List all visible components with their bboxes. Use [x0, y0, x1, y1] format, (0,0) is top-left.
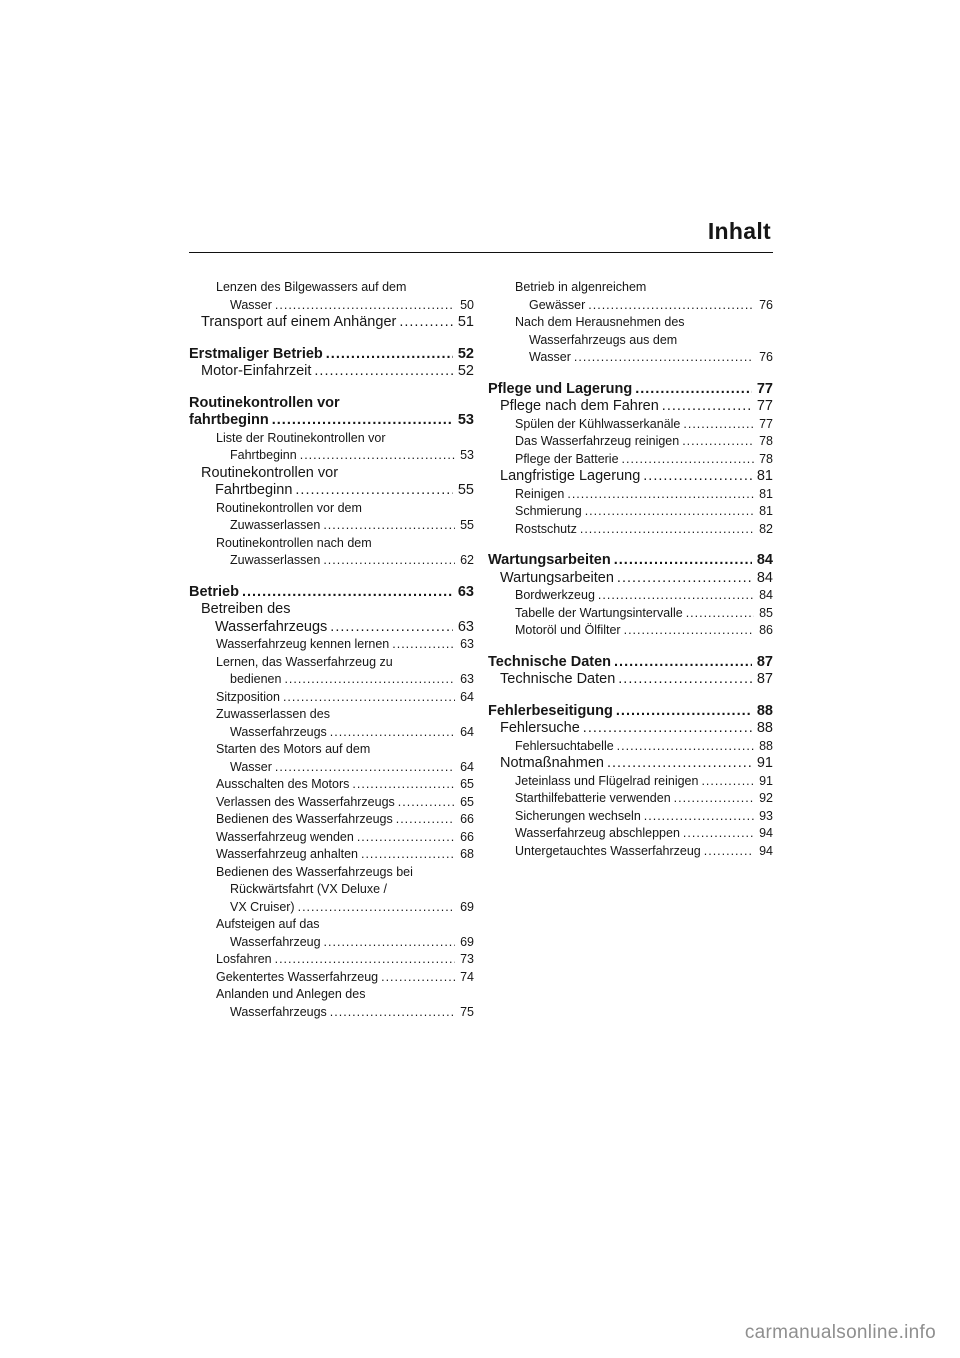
toc-entry — [189, 279, 474, 314]
toc-entry-label: bedienen — [230, 672, 282, 686]
toc-entry-page-number: 77 — [759, 416, 773, 431]
toc-entry-label: Motoröl und Ölfilter — [515, 623, 621, 637]
toc-entry-line-last — [515, 451, 773, 469]
toc-entry-page-number: 86 — [759, 623, 773, 637]
toc-entry-label: Bordwerkzeug — [515, 588, 595, 602]
dot-leader — [330, 619, 453, 637]
dot-leader — [598, 587, 754, 605]
toc-entry — [189, 969, 474, 987]
toc-entry-line-last — [500, 570, 773, 588]
toc-entry — [488, 587, 773, 605]
toc-entry-label: Bedienen des Wasserfahrzeugs — [216, 812, 393, 826]
toc-entry-page-number: 55 — [457, 482, 474, 498]
toc-entry-line-last — [216, 552, 474, 570]
toc-entry — [488, 654, 773, 672]
toc-entry-label: Gekentertes Wasserfahrzeug — [216, 969, 379, 984]
toc-entry-page-number: 66 — [460, 829, 474, 844]
toc-entry-page-number: 81 — [759, 486, 773, 501]
toc-entry-label: Wasser — [529, 350, 571, 364]
toc-entry-line-last — [488, 381, 773, 399]
toc-entry-line-last — [515, 503, 773, 521]
toc-entry-page-number: 91 — [756, 755, 773, 771]
toc-entry-page-number: 77 — [756, 380, 773, 397]
toc-entry-label: Schmierung — [515, 504, 582, 518]
toc-entry-line-last — [515, 790, 773, 808]
dot-leader — [574, 349, 754, 367]
toc-entry-label: Wasser — [230, 297, 272, 312]
dot-leader — [674, 790, 754, 808]
toc-entry-line: Liste der Routinekontrollen vor — [216, 430, 386, 445]
toc-entry — [189, 794, 474, 812]
toc-entry — [488, 486, 773, 504]
dot-leader — [330, 1004, 455, 1022]
dot-leader — [567, 486, 754, 504]
toc-entry — [488, 503, 773, 521]
toc-entry-line: Anlanden und Anlegen des — [216, 987, 366, 1001]
toc-entry-label: Motor-Einfahrzeit — [201, 363, 312, 379]
toc-entry-label: Wasserfahrzeug — [230, 934, 321, 949]
dot-leader — [624, 622, 754, 640]
dot-leader — [588, 297, 754, 315]
toc-entry — [488, 738, 773, 756]
toc-entry-line: Aufsteigen auf das — [216, 917, 320, 931]
toc-entry-line-last — [488, 654, 773, 672]
toc-entry-label: Zuwasserlassen — [230, 518, 321, 532]
toc-entry-page-number: 81 — [756, 468, 773, 484]
toc-entry-line-last — [201, 314, 474, 332]
toc-entry — [488, 552, 773, 570]
dot-leader — [326, 346, 453, 364]
dot-leader — [643, 468, 752, 486]
toc-entry — [488, 808, 773, 826]
toc-entry — [488, 279, 773, 314]
toc-entry-line-last — [189, 412, 474, 430]
dot-leader — [275, 297, 455, 315]
toc-entry-page-number: 53 — [460, 448, 474, 462]
toc-entry-line-last — [515, 521, 773, 539]
dot-leader — [683, 825, 754, 843]
toc-entry-page-number: 82 — [759, 521, 773, 536]
dot-leader — [242, 584, 453, 602]
toc-entry-line-last — [500, 755, 773, 773]
dot-leader — [396, 811, 455, 829]
dot-leader — [607, 755, 752, 773]
toc-entry-label: Pflege der Batterie — [515, 451, 619, 466]
toc-entry — [189, 465, 474, 500]
toc-entry-label: Langfristige Lagerung — [500, 468, 641, 484]
toc-entry — [189, 829, 474, 847]
dot-leader — [585, 503, 754, 521]
dot-leader — [644, 808, 754, 826]
toc-entry — [488, 755, 773, 773]
toc-entry-label: VX Cruiser) — [230, 899, 295, 914]
toc-entry-page-number: 77 — [756, 398, 773, 414]
toc-entry-line: Routinekontrollen vor dem — [216, 500, 362, 515]
toc-entry-page-number: 65 — [460, 794, 474, 809]
toc-entry-page-number: 84 — [756, 569, 773, 586]
toc-entry-page-number: 85 — [759, 605, 773, 620]
toc-entry-line: Routinekontrollen vor — [189, 394, 340, 411]
toc-entry-line-last — [500, 720, 773, 738]
toc-entry-label: Wartungsarbeiten — [488, 552, 611, 568]
toc-entry-line-last — [216, 794, 474, 812]
toc-entry-line: Lernen, das Wasserfahrzeug zu — [216, 654, 393, 669]
toc-entry — [189, 500, 474, 535]
toc-entry-line-last — [500, 671, 773, 689]
dot-leader — [617, 570, 752, 588]
toc-entry-line-last — [216, 811, 474, 829]
toc-entry-label: Wasserfahrzeug kennen lernen — [216, 637, 390, 651]
toc-entry-label: Wasserfahrzeugs — [230, 1004, 327, 1019]
dot-leader — [324, 934, 456, 952]
toc-entry — [488, 790, 773, 808]
toc-entry-line: Bedienen des Wasserfahrzeugs bei — [216, 864, 413, 879]
toc-entry — [189, 636, 474, 654]
toc-entry-label: Fehlersuche — [500, 720, 580, 736]
toc-entry-line-last — [216, 1004, 474, 1022]
toc-entry-label: Verlassen des Wasserfahrzeugs — [216, 794, 395, 809]
toc-entry-line-last — [216, 636, 474, 654]
toc-column-left — [189, 279, 474, 1021]
toc-entry-page-number: 91 — [759, 773, 773, 788]
toc-entry — [189, 689, 474, 707]
toc-entry — [189, 535, 474, 570]
toc-entry — [488, 605, 773, 623]
toc-entry — [189, 395, 474, 430]
toc-entry-line-last — [515, 773, 773, 791]
toc-entry-line-last — [500, 468, 773, 486]
toc-entry — [189, 601, 474, 636]
toc-entry-page-number: 73 — [460, 952, 474, 966]
toc-entry-page-number: 64 — [460, 689, 474, 704]
toc-entry-line-last — [515, 843, 773, 861]
dot-leader — [583, 720, 752, 738]
toc-entry-page-number: 66 — [460, 812, 474, 826]
toc-entry-page-number: 76 — [759, 350, 773, 364]
toc-entry-label: Gewässer — [529, 297, 586, 312]
toc-entry-page-number: 78 — [759, 451, 773, 466]
dot-leader — [323, 552, 455, 570]
toc-entry-label: Jeteinlass und Flügelrad reinigen — [515, 773, 699, 788]
toc-entry-line-last — [201, 482, 474, 500]
dot-leader — [330, 724, 455, 742]
toc-entry-line-last — [515, 416, 773, 434]
toc-entry-label: Reinigen — [515, 486, 565, 501]
dot-leader — [352, 776, 455, 794]
toc-entry-page-number: 76 — [759, 297, 773, 312]
toc-entry — [488, 451, 773, 469]
toc-entry-label: Wasserfahrzeug abschleppen — [515, 826, 680, 840]
dot-leader — [701, 773, 754, 791]
toc-entry — [189, 741, 474, 776]
toc-entry-line-last — [216, 951, 474, 969]
dot-leader — [635, 381, 752, 399]
toc-entry-label: Wasserfahrzeug anhalten — [216, 847, 358, 861]
toc-entry-line-last — [201, 619, 474, 637]
dot-leader — [298, 899, 456, 917]
toc-entry-label: Pflege nach dem Fahren — [500, 398, 659, 414]
toc-entry-line-last — [515, 587, 773, 605]
toc-content — [189, 218, 773, 1021]
toc-entry-page-number: 53 — [457, 412, 474, 428]
toc-columns — [189, 279, 773, 1021]
dot-leader — [314, 363, 452, 381]
dot-leader — [275, 951, 455, 969]
toc-column-right — [488, 279, 773, 1021]
dot-leader — [683, 416, 754, 434]
toc-entry-label: fahrtbeginn — [189, 412, 269, 428]
toc-entry — [488, 433, 773, 451]
toc-entry-line-last — [216, 846, 474, 864]
dot-leader — [284, 671, 455, 689]
toc-entry-line: Betrieb in algenreichem — [515, 280, 647, 294]
toc-entry — [189, 346, 474, 364]
toc-entry-label: Sitzposition — [216, 689, 280, 704]
toc-entry-page-number: 68 — [460, 847, 474, 861]
toc-entry-page-number: 52 — [457, 345, 474, 362]
toc-entry-label: Wasser — [230, 759, 272, 774]
toc-entry-page-number: 63 — [460, 672, 474, 686]
dot-leader — [300, 447, 455, 465]
toc-entry-line-last — [216, 899, 474, 917]
toc-entry-label: Starthilfebatterie verwenden — [515, 791, 671, 805]
toc-entry — [488, 416, 773, 434]
toc-entry-line-last — [515, 605, 773, 623]
toc-entry-line-last — [500, 398, 773, 416]
dot-leader — [686, 605, 754, 623]
dot-leader — [399, 314, 453, 332]
dot-leader — [381, 969, 455, 987]
toc-entry — [488, 773, 773, 791]
toc-entry-page-number: 88 — [756, 720, 773, 736]
toc-entry-page-number: 63 — [457, 618, 474, 635]
dot-leader — [398, 794, 455, 812]
toc-entry-label: Das Wasserfahrzeug reinigen — [515, 434, 680, 448]
toc-entry-label: Technische Daten — [500, 671, 616, 687]
toc-entry-line: Routinekontrollen nach dem — [216, 535, 372, 550]
dot-leader — [682, 433, 754, 451]
toc-entry-line-last — [515, 349, 773, 367]
toc-entry-page-number: 63 — [460, 637, 474, 651]
toc-entry-line-last — [488, 703, 773, 721]
toc-entry — [488, 398, 773, 416]
dot-leader — [323, 517, 455, 535]
toc-entry — [488, 521, 773, 539]
toc-entry-label: Transport auf einem Anhänger — [201, 314, 397, 330]
toc-entry — [189, 363, 474, 381]
toc-entry — [189, 846, 474, 864]
toc-entry-label: Wasserfahrzeug wenden — [216, 829, 354, 844]
toc-entry-page-number: 65 — [460, 777, 474, 791]
toc-entry-page-number: 92 — [759, 791, 773, 805]
toc-entry-page-number: 94 — [759, 843, 773, 858]
dot-leader — [662, 398, 752, 416]
toc-entry-page-number: 84 — [756, 552, 773, 568]
toc-entry-page-number: 52 — [457, 363, 474, 379]
toc-entry — [189, 864, 474, 917]
toc-entry-page-number: 74 — [460, 969, 474, 984]
toc-entry-page-number: 93 — [759, 808, 773, 823]
toc-entry — [488, 825, 773, 843]
toc-entry-line: Zuwasserlassen des — [216, 707, 330, 721]
dot-leader — [614, 654, 752, 672]
toc-entry-page-number: 62 — [460, 553, 474, 567]
dot-leader — [616, 703, 752, 721]
toc-entry-label: Wasserfahrzeugs — [215, 618, 328, 635]
dot-leader — [617, 738, 754, 756]
toc-entry-line-last — [216, 447, 474, 465]
toc-entry-line-last — [216, 934, 474, 952]
toc-entry-page-number: 69 — [460, 934, 474, 949]
toc-entry-line: Routinekontrollen vor — [201, 464, 339, 481]
toc-entry-line-last — [515, 622, 773, 640]
toc-entry-line-last — [515, 738, 773, 756]
toc-entry-line-last — [216, 671, 474, 689]
toc-entry — [488, 622, 773, 640]
watermark-text: carmanualsonline.info — [744, 1322, 936, 1343]
toc-entry-line-last — [216, 759, 474, 777]
toc-entry-line-last — [515, 486, 773, 504]
dot-leader — [272, 412, 453, 430]
toc-entry-page-number: 87 — [756, 653, 773, 670]
toc-entry — [189, 916, 474, 951]
toc-entry-page-number: 84 — [759, 588, 773, 602]
toc-entry-line-last — [216, 969, 474, 987]
toc-entry-page-number: 87 — [756, 671, 773, 687]
toc-entry-line-last — [216, 776, 474, 794]
toc-entry-page-number: 88 — [759, 738, 773, 753]
toc-entry-label: Untergetauchtes Wasserfahrzeug — [515, 843, 701, 858]
toc-entry — [189, 706, 474, 741]
toc-entry-line-last — [216, 297, 474, 315]
dot-leader — [275, 759, 455, 777]
toc-entry-label: Zuwasserlassen — [230, 553, 321, 567]
dot-leader — [283, 689, 455, 707]
toc-entry-line-last — [189, 346, 474, 364]
toc-entry-label: Fahrtbeginn — [230, 448, 297, 462]
toc-entry-line-last — [515, 297, 773, 315]
toc-entry-page-number: 94 — [759, 826, 773, 840]
toc-entry — [488, 468, 773, 486]
toc-entry-line-last — [201, 363, 474, 381]
toc-entry-label: Wasserfahrzeugs — [230, 724, 327, 739]
toc-entry-line-last — [216, 689, 474, 707]
toc-entry-line: Starten des Motors auf dem — [216, 742, 371, 756]
toc-entry-label: Notmaßnahmen — [500, 755, 604, 771]
toc-entry-line: Rückwärtsfahrt (VX Deluxe / — [230, 882, 387, 896]
toc-entry-label: Pflege und Lagerung — [488, 380, 633, 397]
toc-entry-label: Tabelle der Wartungsintervalle — [515, 605, 683, 620]
toc-entry-line-last — [216, 517, 474, 535]
dot-leader — [618, 671, 752, 689]
toc-entry — [189, 314, 474, 332]
toc-entry-line-last — [189, 584, 474, 602]
toc-entry-page-number: 51 — [457, 314, 474, 330]
toc-entry-page-number: 55 — [460, 518, 474, 532]
toc-entry-page-number: 75 — [460, 1004, 474, 1019]
toc-entry-page-number: 78 — [759, 434, 773, 448]
toc-entry-label: Wartungsarbeiten — [500, 569, 614, 586]
toc-entry-label: Fehlersuchtabelle — [515, 738, 614, 753]
toc-entry — [189, 654, 474, 689]
toc-entry-line-last — [515, 808, 773, 826]
page-title: Inhalt — [707, 218, 771, 244]
toc-entry-label: Losfahren — [216, 952, 272, 966]
toc-entry-label: Ausschalten des Motors — [216, 777, 350, 791]
toc-entry — [488, 570, 773, 588]
toc-entry-label: Sicherungen wechseln — [515, 808, 641, 823]
toc-entry — [488, 314, 773, 367]
toc-entry-line-last — [488, 552, 773, 570]
toc-entry-page-number: 63 — [457, 583, 474, 600]
toc-entry-label: Fahrtbeginn — [215, 482, 293, 498]
dot-leader — [361, 846, 455, 864]
dot-leader — [622, 451, 755, 469]
toc-entry-label: Betrieb — [189, 583, 239, 600]
toc-entry-label: Rostschutz — [515, 521, 577, 536]
toc-entry — [488, 720, 773, 738]
toc-entry-page-number: 64 — [460, 724, 474, 739]
toc-entry-line-last — [216, 829, 474, 847]
toc-entry-label: Erstmaliger Betrieb — [189, 345, 323, 362]
toc-entry — [488, 381, 773, 399]
dot-leader — [580, 521, 754, 539]
toc-entry — [189, 776, 474, 794]
toc-entry-page-number: 88 — [756, 702, 773, 719]
toc-entry-page-number: 50 — [460, 297, 474, 312]
dot-leader — [392, 636, 455, 654]
dot-leader — [357, 829, 455, 847]
toc-entry-line-last — [515, 825, 773, 843]
toc-entry — [189, 430, 474, 465]
toc-entry-label: Technische Daten — [488, 653, 612, 670]
toc-entry-line: Nach dem Herausnehmen des — [515, 315, 685, 329]
toc-entry-line: Wasserfahrzeugs aus dem — [529, 332, 678, 347]
toc-entry — [189, 951, 474, 969]
toc-entry — [189, 811, 474, 829]
title-rule — [189, 252, 773, 253]
toc-entry — [189, 986, 474, 1021]
toc-entry-line-last — [216, 724, 474, 742]
toc-entry-page-number: 64 — [460, 759, 474, 774]
toc-entry-page-number: 69 — [460, 899, 474, 914]
dot-leader — [614, 552, 752, 570]
dot-leader — [704, 843, 754, 861]
toc-entry-label: Spülen der Kühlwasserkanäle — [515, 416, 681, 431]
toc-entry-line: Lenzen des Bilgewassers auf dem — [216, 280, 407, 294]
toc-entry-line: Betreiben des — [201, 601, 291, 617]
toc-entry — [488, 671, 773, 689]
dot-leader — [295, 482, 452, 500]
toc-entry — [488, 703, 773, 721]
toc-entry-label: Fehlerbeseitigung — [488, 702, 613, 719]
toc-entry — [189, 584, 474, 602]
toc-entry-page-number: 81 — [759, 504, 773, 518]
toc-entry — [488, 843, 773, 861]
toc-entry-line-last — [515, 433, 773, 451]
